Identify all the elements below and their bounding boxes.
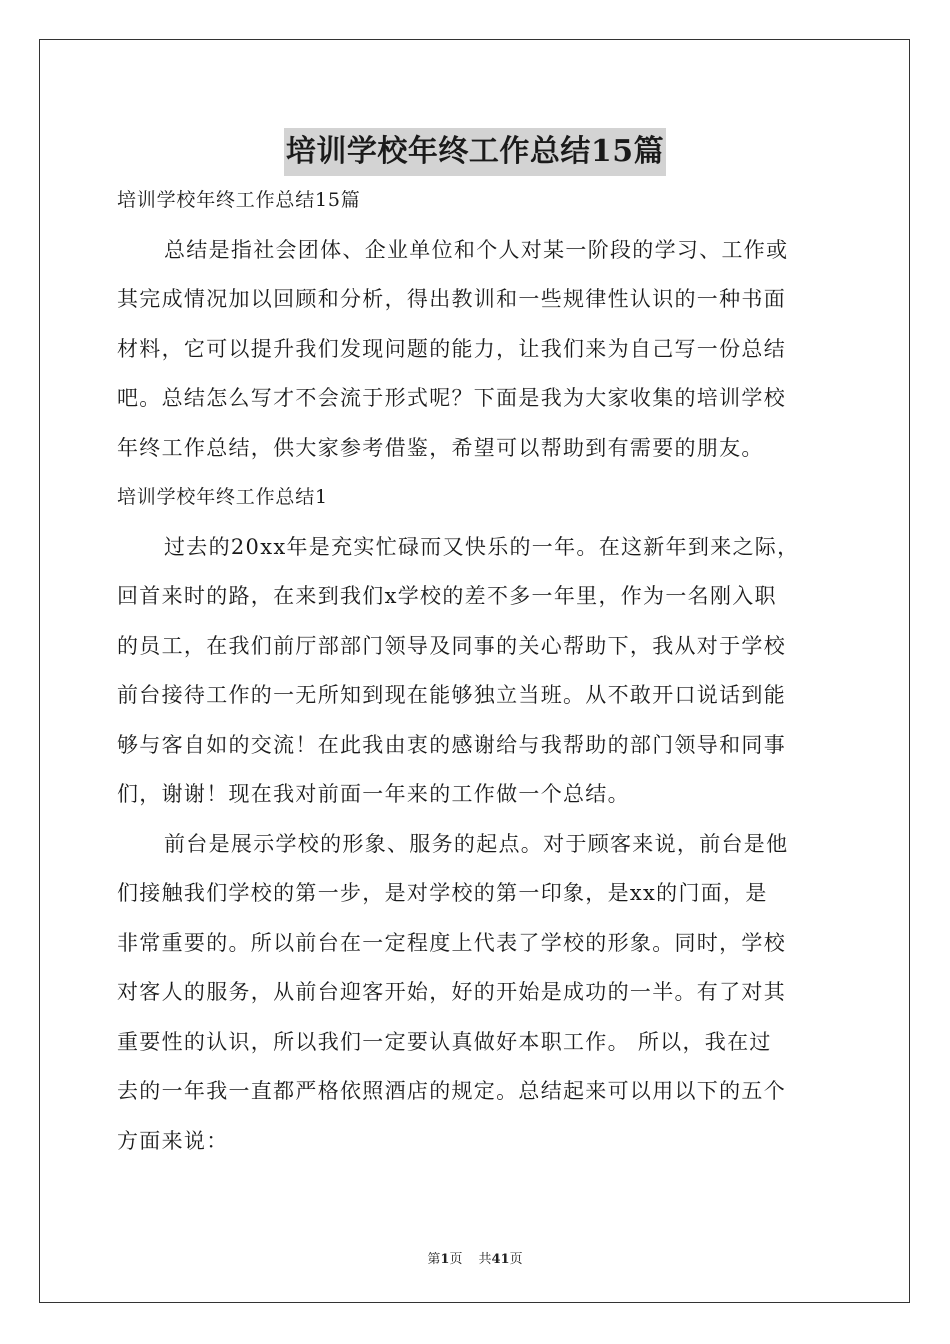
total-pages: 41	[491, 1252, 510, 1267]
intro-paragraph	[117, 226, 835, 474]
page-prefix: 第	[427, 1252, 441, 1267]
text-line: 年终工作总结，供大家参考借鉴，希望可以帮助到有需要的朋友。	[117, 435, 764, 460]
text-line: 们，谢谢！现在我对前面一年来的工作做一个总结。	[117, 782, 630, 806]
text-line: 的员工，在我们前厅部部门领导及同事的关心帮助下，我从对于学校	[117, 633, 786, 658]
text-line: 够与客自如的交流！在此我由衷的感谢给与我帮助的部门领导和同事	[117, 732, 786, 757]
document-title-text: 培训学校年终工作总结15篇	[284, 128, 666, 176]
text-line: 去的一年我一直都严格依照酒店的规定。总结起来可以用以下的五个	[117, 1079, 786, 1103]
page-suffix: 页	[449, 1252, 463, 1267]
text-line: 前台是展示学校的形象、服务的起点。对于顾客来说，前台是他	[164, 831, 789, 856]
page-footer	[0, 1248, 950, 1267]
text-line: 总结是指社会团体、企业单位和个人对某一阶段的学习、工作或	[164, 237, 789, 262]
text-line: 回首来时的路，在来到我们x学校的差不多一年里，作为一名刚入职	[117, 584, 777, 608]
page-number: 1	[440, 1252, 450, 1267]
text-line: 前台接待工作的一无所知到现在能够独立当班。从不敢开口说话到能	[117, 683, 786, 707]
document-subtitle: 培训学校年终工作总结15篇	[117, 189, 361, 211]
section-heading: 培训学校年终工作总结1	[117, 486, 328, 508]
document-title	[0, 126, 950, 174]
text-line: 其完成情况加以回顾和分析，得出教训和一些规律性认识的一种书面	[117, 287, 786, 311]
document-body	[117, 176, 835, 1166]
text-line: 对客人的服务，从前台迎客开始，好的开始是成功的一半。有了对其	[117, 980, 786, 1004]
paragraph-2	[117, 820, 835, 1167]
text-line: 方面来说：	[117, 1128, 229, 1153]
total-suffix: 页	[509, 1252, 523, 1267]
paragraph-1	[117, 523, 835, 820]
text-line: 们接触我们学校的第一步，是对学校的第一印象，是xx的门面，是	[117, 881, 768, 905]
text-line: 材料，它可以提升我们发现问题的能力，让我们来为自己写一份总结	[117, 336, 786, 361]
total-prefix: 共	[478, 1252, 492, 1267]
text-line: 吧。总结怎么写才不会流于形式呢？下面是我为大家收集的培训学校	[117, 386, 786, 410]
text-line: 非常重要的。所以前台在一定程度上代表了学校的形象。同时，学校	[117, 930, 786, 955]
text-line: 重要性的认识，所以我们一定要认真做好本职工作。 所以，我在过	[117, 1029, 772, 1054]
text-line: 过去的20xx年是充实忙碌而又快乐的一年。在这新年到来之际，	[164, 534, 800, 559]
